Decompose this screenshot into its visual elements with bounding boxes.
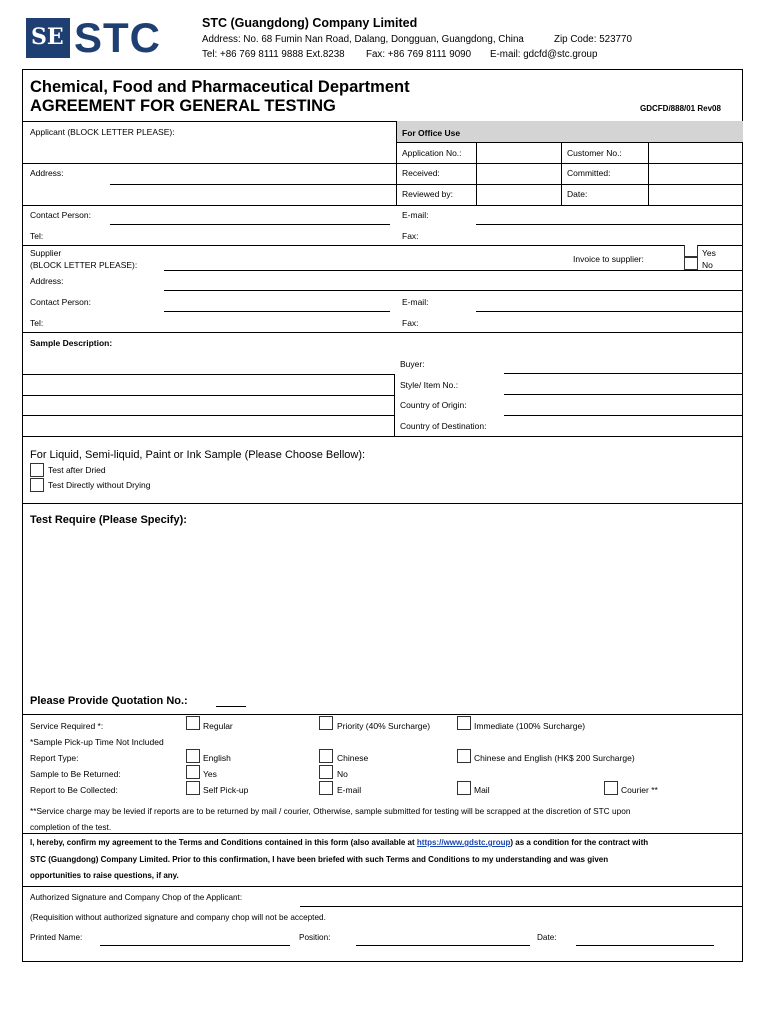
liquid-title: For Liquid, Semi-liquid, Paint or Ink Sample (Please Choose Bellow): xyxy=(30,449,366,461)
service-priority-label: Priority (40% Surcharge) xyxy=(337,721,431,731)
collect-courier-label: Courier ** xyxy=(621,785,658,795)
sample-description-title: Sample Description: xyxy=(30,338,113,348)
supplier-address-label: Address: xyxy=(30,276,64,286)
collect-self-checkbox[interactable] xyxy=(186,781,200,795)
applicant-fax-label: Fax: xyxy=(402,231,419,241)
sample-destination-label: Country of Destination: xyxy=(400,421,487,431)
date-label: Date: xyxy=(537,933,557,942)
company-fax: Fax: +86 769 8111 9090 xyxy=(366,49,472,60)
supplier-email-label: E-mail: xyxy=(402,297,429,307)
applicant-contact-label: Contact Person: xyxy=(30,210,91,220)
office-application-no: Application No.: xyxy=(402,148,462,158)
report-english-checkbox[interactable] xyxy=(186,749,200,763)
terms-link[interactable]: https://www.gdstc.group xyxy=(416,838,511,847)
office-header: For Office Use xyxy=(402,128,461,138)
applicant-email-label: E-mail: xyxy=(402,210,429,220)
company-email: E-mail: gdcfd@stc.group xyxy=(490,49,598,60)
collect-email-label: E-mail xyxy=(337,785,362,795)
test-without-drying-checkbox[interactable] xyxy=(30,478,44,492)
company-zip: Zip Code: 523770 xyxy=(554,34,632,45)
report-collected-label: Report to Be Collected: xyxy=(30,785,118,795)
company-logo-mark xyxy=(26,18,70,58)
agreement-line1 xyxy=(30,838,648,847)
collect-mail-label: Mail xyxy=(474,785,490,795)
form-title: AGREEMENT FOR GENERAL TESTING xyxy=(30,97,336,115)
supplier-label-block: (BLOCK LETTER PLEASE): xyxy=(30,260,138,270)
pickup-note: *Sample Pick-up Time Not Included xyxy=(30,737,164,747)
service-priority-checkbox[interactable] xyxy=(319,716,333,730)
position-label: Position: xyxy=(299,933,331,942)
agreement-line3: opportunities to raise questions, if any. xyxy=(30,871,179,880)
supplier-fax-label: Fax: xyxy=(402,318,419,328)
sample-buyer-label: Buyer: xyxy=(400,359,425,369)
collect-email-checkbox[interactable] xyxy=(319,781,333,795)
test-after-dried-label: Test after Dried xyxy=(48,465,106,475)
printed-name-label: Printed Name: xyxy=(30,933,83,942)
report-both-label: Chinese and English (HK$ 200 Surcharge) xyxy=(474,753,635,763)
office-committed: Committed: xyxy=(567,168,611,178)
company-logo-text: STC xyxy=(74,14,161,61)
report-both-checkbox[interactable] xyxy=(457,749,471,763)
report-chinese-label: Chinese xyxy=(337,753,369,763)
company-name: STC (Guangdong) Company Limited xyxy=(202,16,418,30)
requisition-note: (Requisition without authorized signature and company chop will not be accepted. xyxy=(30,913,326,922)
service-regular-checkbox[interactable] xyxy=(186,716,200,730)
quotation-label: Please Provide Quotation No.: xyxy=(30,695,188,707)
applicant-tel-label: Tel: xyxy=(30,231,44,241)
service-immediate-label: Immediate (100% Surcharge) xyxy=(474,721,586,731)
logo-mark-text: SE xyxy=(31,24,64,50)
agreement-line2: STC (Guangdong) Company Limited. Prior to this confirmation, I have been briefed with such Terms and Conditions to my understanding and was given xyxy=(30,855,609,864)
office-customer-no: Customer No.: xyxy=(567,148,622,158)
authorized-signature-label: Authorized Signature and Company Chop of the Applicant: xyxy=(30,893,243,902)
form-code: GDCFD/888/01 Rev08 xyxy=(640,104,721,113)
sample-style-label: Style/ Item No.: xyxy=(400,380,459,390)
office-date: Date: xyxy=(567,189,588,199)
applicant-label: Applicant (BLOCK LETTER PLEASE): xyxy=(30,127,175,137)
form-title-department: Chemical, Food and Pharmaceutical Department xyxy=(30,78,410,96)
service-immediate-checkbox[interactable] xyxy=(457,716,471,730)
supplier-label: Supplier xyxy=(30,248,62,258)
sample-origin-label: Country of Origin: xyxy=(400,400,467,410)
service-regular-label: Regular xyxy=(203,721,233,731)
invoice-no-label: No xyxy=(702,260,713,270)
returned-yes-checkbox[interactable] xyxy=(186,765,200,779)
charge-note-line2: completion of the test. xyxy=(30,822,112,832)
applicant-address-label: Address: xyxy=(30,168,64,178)
invoice-to-supplier-label: Invoice to supplier: xyxy=(573,254,644,264)
report-chinese-checkbox[interactable] xyxy=(319,749,333,763)
agreement-line1-end: ) as a condition for the contract with xyxy=(510,838,649,847)
invoice-no-checkbox[interactable] xyxy=(684,257,698,270)
supplier-tel-label: Tel: xyxy=(30,318,44,328)
test-require-title: Test Require (Please Specify): xyxy=(30,514,187,526)
service-required-label: Service Required *: xyxy=(30,721,104,731)
report-english-label: English xyxy=(203,753,231,763)
office-received: Received: xyxy=(402,168,440,178)
company-tel: Tel: +86 769 8111 9888 Ext.8238 xyxy=(202,49,345,60)
agreement-line1-text: I, hereby, confirm my agreement to the Terms and Conditions contained in this form (also available at xyxy=(30,838,415,847)
collect-courier-checkbox[interactable] xyxy=(604,781,618,795)
invoice-yes-label: Yes xyxy=(702,248,716,258)
collect-self-label: Self Pick-up xyxy=(203,785,249,795)
company-address: Address: No. 68 Fumin Nan Road, Dalang, Dongguan, Guangdong, China xyxy=(202,34,524,45)
invoice-yes-checkbox[interactable] xyxy=(684,245,698,257)
supplier-contact-label: Contact Person: xyxy=(30,297,91,307)
test-without-drying-label: Test Directly without Drying xyxy=(48,480,151,490)
returned-yes-label: Yes xyxy=(203,769,217,779)
report-type-label: Report Type: xyxy=(30,753,79,763)
office-reviewed-by: Reviewed by: xyxy=(402,189,454,199)
test-after-dried-checkbox[interactable] xyxy=(30,463,44,477)
returned-no-checkbox[interactable] xyxy=(319,765,333,779)
charge-note-line1: **Service charge may be levied if reports are to be returned by mail / courier, Otherwise, sample submitted for testing will be scrapped at the discretion of STC upon xyxy=(30,806,631,816)
sample-returned-label: Sample to Be Returned: xyxy=(30,769,121,779)
returned-no-label: No xyxy=(337,769,348,779)
collect-mail-checkbox[interactable] xyxy=(457,781,471,795)
